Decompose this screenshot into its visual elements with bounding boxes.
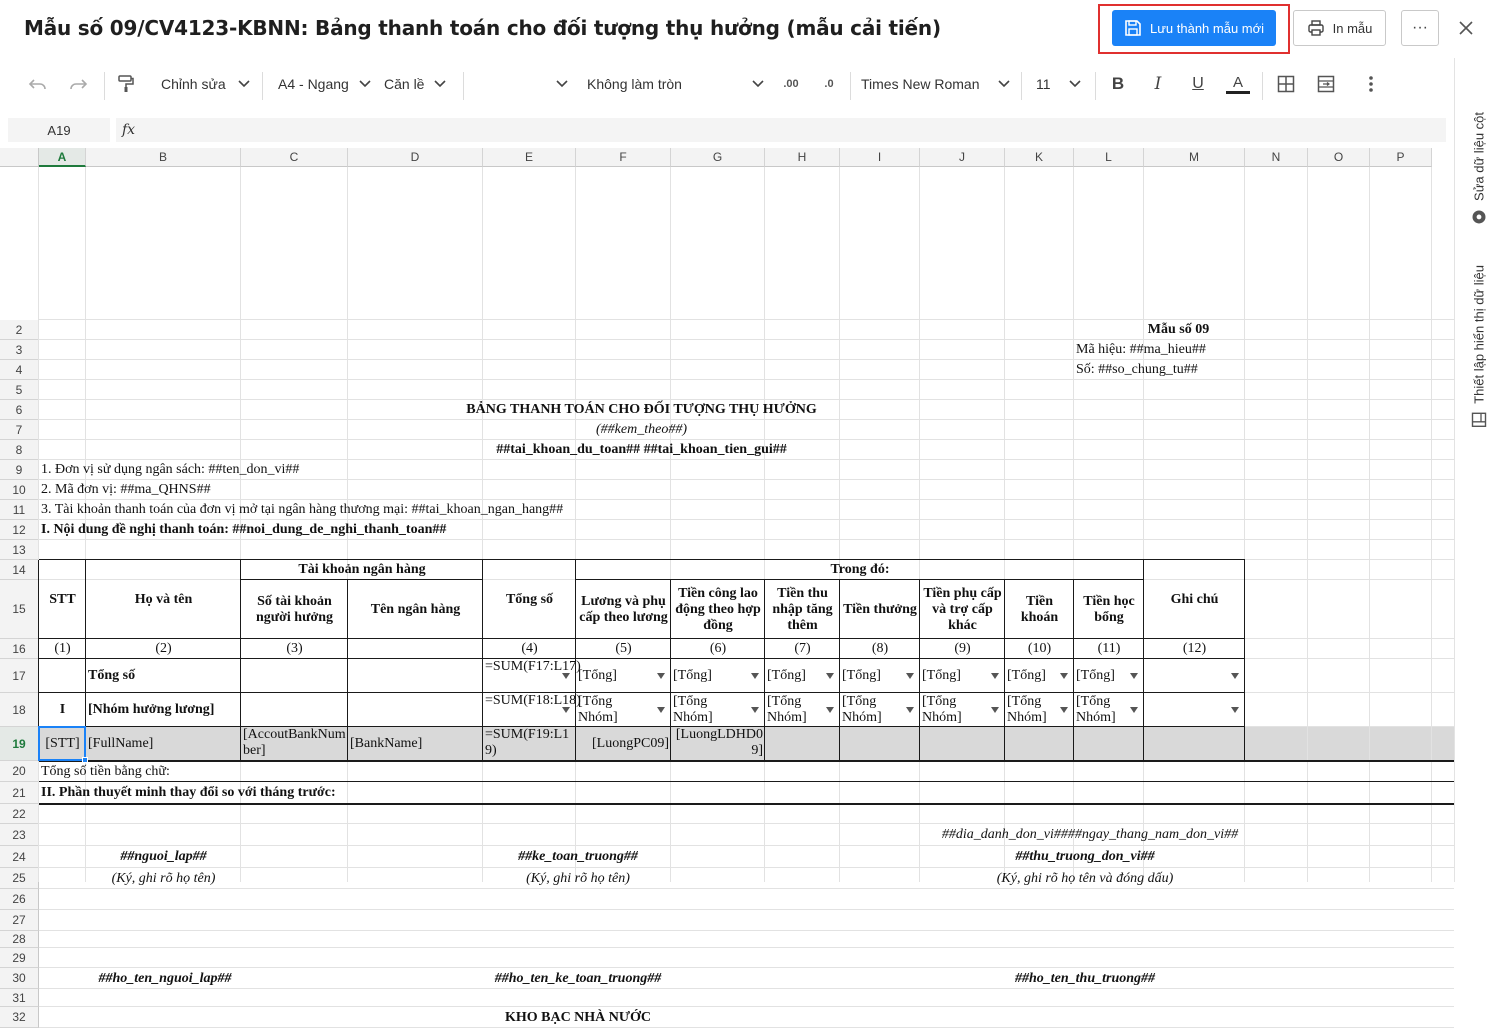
row-header-30[interactable]: 30 bbox=[0, 968, 39, 989]
group-value-cell[interactable]: [Tổng Nhóm] bbox=[922, 694, 962, 725]
form-number-cell[interactable]: Mẫu số 09 bbox=[1147, 322, 1210, 337]
paper-size-dropdown[interactable] bbox=[278, 58, 371, 110]
increase-decimal-icon[interactable]: .00 bbox=[783, 78, 799, 90]
dropdown-arrow-icon[interactable] bbox=[826, 707, 834, 713]
row-header-7[interactable]: 7 bbox=[0, 420, 39, 440]
table-settings-icon bbox=[1471, 411, 1487, 427]
row-header-26[interactable]: 26 bbox=[0, 889, 39, 910]
bank-account-line-cell[interactable]: 3. Tài khoản thanh toán của đơn vị mở tại ngân hàng thương mại: ##tai_khoan_ngan_hang## bbox=[41, 502, 564, 517]
group-value-cell[interactable]: [Tổng Nhóm] bbox=[842, 694, 882, 725]
merge-cells-icon[interactable] bbox=[1314, 72, 1338, 96]
total-label-cell[interactable]: Tổng số bbox=[88, 668, 136, 683]
grid-line bbox=[39, 888, 1454, 889]
dropdown-arrow-icon[interactable] bbox=[826, 673, 834, 679]
row-header-23[interactable]: 23 bbox=[0, 824, 39, 846]
title-bar bbox=[0, 0, 1502, 58]
header-extra-income-cell[interactable]: Tiền thu nhập tăng thêm bbox=[772, 585, 833, 633]
header-labor-cell[interactable]: Tiền công lao động theo hợp đồng bbox=[675, 585, 761, 633]
index-cell[interactable]: (2) bbox=[155, 641, 172, 656]
display-setup-label: Thiết lập hiển thị dữ liệu bbox=[1471, 264, 1487, 404]
header-among-cell[interactable]: Trong đó: bbox=[830, 562, 890, 577]
fx-icon: fx bbox=[122, 122, 136, 138]
row-header-18[interactable]: 18 bbox=[0, 693, 39, 727]
grid-line bbox=[39, 909, 1454, 910]
group-label-cell[interactable]: [Nhóm hưởng lương] bbox=[88, 702, 215, 717]
dropdown-arrow-icon[interactable] bbox=[562, 707, 570, 713]
column-header-i[interactable]: I bbox=[840, 148, 920, 167]
dropdown-arrow-icon[interactable] bbox=[1060, 673, 1068, 679]
chevron-down-icon bbox=[556, 80, 568, 88]
dropdown-arrow-icon[interactable] bbox=[751, 673, 759, 679]
grid-line bbox=[1431, 167, 1432, 882]
header-bonus-cell[interactable]: Tiền thưởng bbox=[843, 601, 917, 617]
column-header-o[interactable]: O bbox=[1308, 148, 1370, 167]
detail-bank-cell[interactable]: [BankName] bbox=[350, 736, 423, 751]
column-header-p[interactable]: P bbox=[1370, 148, 1432, 167]
row-header-9[interactable]: 9 bbox=[0, 460, 39, 480]
sign-note-chief-cell[interactable]: (Ký, ghi rõ họ tên) bbox=[526, 870, 630, 886]
grid-line bbox=[39, 1006, 1454, 1007]
row-header-21[interactable]: 21 bbox=[0, 782, 39, 804]
name-head-cell[interactable]: ##ho_ten_thu_truong## bbox=[1014, 970, 1156, 986]
row-header-15[interactable]: 15 bbox=[0, 580, 39, 639]
dropdown-arrow-icon[interactable] bbox=[657, 707, 665, 713]
formula-bar bbox=[0, 110, 1454, 148]
detail-name-cell[interactable]: [FullName] bbox=[88, 736, 154, 751]
display-setup-tab[interactable] bbox=[1455, 254, 1503, 438]
name-chief-accountant-cell[interactable]: ##ho_ten_ke_toan_truong## bbox=[494, 970, 662, 986]
dropdown-arrow-icon[interactable] bbox=[1231, 707, 1239, 713]
dropdown-arrow-icon[interactable] bbox=[991, 707, 999, 713]
column-header-c[interactable]: C bbox=[241, 148, 348, 167]
grid-line bbox=[39, 930, 1454, 931]
column-header-a[interactable]: A bbox=[39, 148, 86, 167]
chevron-down-icon bbox=[359, 80, 371, 88]
total-value-cell[interactable]: [Tổng] bbox=[1076, 668, 1115, 683]
group-value-cell[interactable]: [Tổng Nhóm] bbox=[673, 694, 713, 725]
row-header-19[interactable]: 19 bbox=[0, 727, 39, 761]
unit-line-cell[interactable]: 1. Đơn vị sử dụng ngân sách: ##ten_don_vi## bbox=[41, 462, 300, 477]
row-header-13[interactable]: 13 bbox=[0, 540, 39, 560]
grid-line bbox=[39, 947, 1454, 948]
dropdown-arrow-icon[interactable] bbox=[1130, 707, 1138, 713]
dropdown-arrow-icon[interactable] bbox=[562, 673, 570, 679]
group-formula-cell[interactable]: =SUM(F18:L18) bbox=[485, 693, 581, 708]
dropdown-arrow-icon[interactable] bbox=[751, 707, 759, 713]
toolbar-separator bbox=[1021, 72, 1022, 100]
font-family-label: Times New Roman bbox=[861, 76, 980, 92]
row-header-28[interactable]: 28 bbox=[0, 931, 39, 948]
row-header-22[interactable]: 22 bbox=[0, 804, 39, 824]
close-icon bbox=[1459, 21, 1473, 35]
row-header-17[interactable]: 17 bbox=[0, 659, 39, 693]
more-options-button[interactable] bbox=[1401, 10, 1439, 46]
index-cell[interactable]: (11) bbox=[1097, 641, 1121, 656]
row-header-12[interactable]: 12 bbox=[0, 520, 39, 540]
header-total-cell[interactable]: Tổng số bbox=[505, 591, 554, 607]
print-template-label: In mẫu bbox=[1332, 20, 1373, 36]
header-lump-cell[interactable]: Tiền khoán bbox=[1020, 593, 1059, 625]
dropdown-arrow-icon[interactable] bbox=[1130, 673, 1138, 679]
gear-icon bbox=[1471, 208, 1487, 224]
row-header-14[interactable]: 14 bbox=[0, 560, 39, 580]
group-stt-cell[interactable]: I bbox=[59, 702, 66, 717]
dropdown-arrow-icon[interactable] bbox=[1060, 707, 1068, 713]
dropdown-arrow-icon[interactable] bbox=[906, 707, 914, 713]
detail-account-cell[interactable]: [AccoutBankNumber] bbox=[243, 727, 346, 758]
grid-line bbox=[39, 867, 1454, 868]
save-icon bbox=[1124, 19, 1142, 37]
amount-in-words-cell[interactable]: Tổng số tiền bằng chữ: bbox=[41, 763, 170, 779]
column-header-m[interactable]: M bbox=[1144, 148, 1245, 167]
toolbar-separator bbox=[850, 72, 851, 100]
sign-chief-accountant-cell[interactable]: ##ke_toan_truong## bbox=[518, 849, 638, 864]
chevron-down-icon bbox=[238, 80, 250, 88]
row-header-8[interactable]: 8 bbox=[0, 440, 39, 460]
more-vertical-icon[interactable] bbox=[1359, 72, 1383, 96]
header-stt-cell[interactable]: STT bbox=[49, 591, 76, 607]
font-family-dropdown[interactable] bbox=[861, 58, 1010, 110]
group-value-cell[interactable]: [Tổng Nhóm] bbox=[578, 694, 618, 725]
group-value-cell[interactable]: [Tổng Nhóm] bbox=[1076, 694, 1116, 725]
toolbar-separator bbox=[1095, 72, 1096, 100]
index-cell[interactable]: (7) bbox=[794, 641, 811, 656]
toolbar-separator bbox=[104, 72, 105, 100]
place-date-cell[interactable]: ##dia_danh_don_vi####ngay_thang_nam_don_vi## bbox=[941, 827, 1239, 842]
detail-salary-cell[interactable]: [LuongPC09] bbox=[592, 736, 669, 751]
edit-mode-dropdown[interactable] bbox=[161, 58, 250, 110]
index-cell[interactable]: (1) bbox=[54, 641, 71, 656]
dialog-title: Mẫu số 09/CV4123-KBNN: Bảng thanh toán cho đối tượng thụ hưởng (mẫu cải tiến) bbox=[24, 16, 941, 40]
row-header-16[interactable]: 16 bbox=[0, 639, 39, 659]
column-header-e[interactable]: E bbox=[483, 148, 576, 167]
toolbar-separator bbox=[262, 72, 263, 100]
section-two-cell[interactable]: II. Phần thuyết minh thay đổi so với tháng trước: bbox=[41, 785, 336, 800]
index-cell[interactable]: (6) bbox=[709, 641, 727, 656]
sign-note-preparer-cell[interactable]: (Ký, ghi rõ họ tên) bbox=[111, 870, 216, 886]
row-header-20[interactable]: 20 bbox=[0, 761, 39, 782]
treasury-cell[interactable]: KHO BẠC NHÀ NƯỚC bbox=[504, 1009, 652, 1025]
printer-icon bbox=[1307, 19, 1325, 37]
detail-stt-cell[interactable]: [STT] bbox=[45, 736, 80, 751]
dropdown-arrow-icon[interactable] bbox=[991, 673, 999, 679]
rounding-label: Không làm tròn bbox=[587, 76, 682, 92]
font-color-icon[interactable]: A bbox=[1226, 74, 1250, 94]
font-size-dropdown[interactable] bbox=[1036, 58, 1081, 110]
side-panel bbox=[1454, 58, 1502, 882]
bold-icon[interactable]: B bbox=[1111, 74, 1125, 93]
index-cell[interactable]: (5) bbox=[615, 641, 632, 656]
toolbar-separator bbox=[463, 72, 464, 100]
row-header-5[interactable]: 5 bbox=[0, 380, 39, 400]
row-header-25[interactable]: 25 bbox=[0, 868, 39, 889]
detail-labor-cell[interactable]: [LuongLDHD09] bbox=[675, 727, 763, 758]
dropdown-arrow-icon[interactable] bbox=[657, 673, 665, 679]
accounts-cell[interactable]: ##tai_khoan_du_toan## ##tai_khoan_tien_gui## bbox=[496, 442, 787, 457]
underline-icon[interactable]: U bbox=[1192, 75, 1204, 92]
column-header-d[interactable]: D bbox=[348, 148, 483, 167]
save-as-new-template-button[interactable] bbox=[1112, 10, 1276, 46]
edit-column-data-label: Sửa dữ liệu cột bbox=[1471, 111, 1487, 201]
undo-icon[interactable] bbox=[26, 72, 50, 96]
row-header-32[interactable]: 32 bbox=[0, 1007, 39, 1028]
row-header-31[interactable]: 31 bbox=[0, 989, 39, 1007]
chevron-down-icon bbox=[752, 80, 764, 88]
column-header-g[interactable]: G bbox=[671, 148, 765, 167]
spreadsheet-grid[interactable] bbox=[0, 148, 1454, 1025]
total-value-cell[interactable]: [Tổng] bbox=[767, 668, 806, 683]
formula-input[interactable] bbox=[116, 118, 1446, 142]
column-header-k[interactable]: K bbox=[1005, 148, 1074, 167]
toolbar-separator bbox=[1262, 72, 1263, 100]
header-salary-cell[interactable]: Lương và phụ cấp theo lương bbox=[579, 593, 668, 625]
print-template-button[interactable] bbox=[1293, 10, 1386, 46]
rounding-dropdown[interactable] bbox=[587, 58, 764, 110]
save-as-new-template-label: Lưu thành mẫu mới bbox=[1149, 20, 1265, 36]
number-format-dropdown[interactable] bbox=[556, 58, 568, 110]
ellipsis-icon: ··· bbox=[1412, 19, 1428, 36]
chevron-down-icon bbox=[1069, 80, 1081, 88]
chevron-down-icon bbox=[434, 80, 446, 88]
sign-note-head-cell[interactable]: (Ký, ghi rõ họ tên và đóng dấu) bbox=[996, 870, 1174, 886]
borders-icon[interactable] bbox=[1274, 72, 1298, 96]
sign-preparer-cell[interactable]: ##nguoi_lap## bbox=[120, 849, 207, 864]
row-header-10[interactable]: 10 bbox=[0, 480, 39, 500]
index-cell[interactable]: (12) bbox=[1182, 641, 1207, 656]
dropdown-arrow-icon[interactable] bbox=[1231, 673, 1239, 679]
grid-line bbox=[1307, 167, 1308, 882]
format-painter-icon[interactable] bbox=[114, 72, 138, 96]
header-note-cell[interactable]: Ghi chú bbox=[1170, 591, 1219, 607]
font-size-label: 11 bbox=[1036, 76, 1051, 92]
unit-code-line-cell[interactable]: 2. Mã đơn vị: ##ma_QHNS## bbox=[41, 482, 211, 497]
sign-head-cell[interactable]: ##thu_truong_don_vi## bbox=[1015, 849, 1155, 864]
cell-reference-box[interactable]: A19 bbox=[8, 118, 110, 142]
edit-mode-label: Chỉnh sửa bbox=[161, 76, 226, 92]
index-cell[interactable]: (8) bbox=[871, 641, 889, 656]
total-value-cell[interactable]: [Tổng] bbox=[673, 668, 712, 683]
row-header-2[interactable]: 2 bbox=[0, 320, 39, 340]
total-formula-cell[interactable]: =SUM(F17:L17) bbox=[485, 659, 581, 674]
grid-line bbox=[1244, 167, 1245, 882]
italic-icon[interactable]: I bbox=[1154, 74, 1162, 94]
index-cell[interactable]: (4) bbox=[521, 641, 538, 656]
row-header-4[interactable]: 4 bbox=[0, 360, 39, 380]
column-header-l[interactable]: L bbox=[1074, 148, 1144, 167]
header-account-no-cell[interactable]: Số tài khoản người hưởng bbox=[255, 593, 334, 625]
row-header-29[interactable]: 29 bbox=[0, 948, 39, 968]
code-cell[interactable]: Mã hiệu: ##ma_hieu## bbox=[1076, 342, 1206, 357]
column-header-n[interactable]: N bbox=[1245, 148, 1308, 167]
decrease-decimal-icon[interactable]: .0 bbox=[824, 78, 834, 90]
index-cell[interactable]: (9) bbox=[954, 641, 971, 656]
total-value-cell[interactable]: [Tổng] bbox=[842, 668, 881, 683]
row-header-27[interactable]: 27 bbox=[0, 910, 39, 931]
group-value-cell[interactable]: [Tổng Nhóm] bbox=[767, 694, 807, 725]
main-title-cell[interactable]: BẢNG THANH TOÁN CHO ĐỐI TƯỢNG THỤ HƯỞNG bbox=[466, 402, 817, 417]
redo-icon[interactable] bbox=[66, 72, 90, 96]
chevron-down-icon bbox=[998, 80, 1010, 88]
header-bank-group-cell[interactable]: Tài khoản ngân hàng bbox=[298, 562, 426, 577]
row-header-24[interactable]: 24 bbox=[0, 846, 39, 868]
index-cell[interactable]: (3) bbox=[286, 641, 303, 656]
margin-dropdown[interactable] bbox=[384, 58, 446, 110]
dropdown-arrow-icon[interactable] bbox=[906, 673, 914, 679]
margin-label: Căn lề bbox=[384, 76, 425, 92]
format-toolbar bbox=[0, 58, 1454, 110]
group-value-cell[interactable]: [Tổng Nhóm] bbox=[1007, 694, 1047, 725]
name-preparer-cell[interactable]: ##ho_ten_nguoi_lap## bbox=[98, 970, 232, 986]
edit-column-data-tab[interactable] bbox=[1455, 88, 1503, 248]
total-value-cell[interactable]: [Tổng] bbox=[922, 668, 961, 683]
header-name-cell[interactable]: Họ và tên bbox=[134, 591, 193, 607]
header-scholarship-cell[interactable]: Tiền học bổng bbox=[1083, 593, 1135, 625]
index-cell[interactable] bbox=[348, 639, 483, 659]
voucher-cell[interactable]: Số: ##so_chung_tu## bbox=[1076, 362, 1198, 377]
header-bank-name-cell[interactable]: Tên ngân hàng bbox=[370, 601, 461, 617]
row-header-3[interactable]: 3 bbox=[0, 340, 39, 360]
column-header-b[interactable]: B bbox=[86, 148, 241, 167]
paper-size-label: A4 - Ngang bbox=[278, 76, 349, 92]
column-header-f[interactable]: F bbox=[576, 148, 671, 167]
row-header-11[interactable]: 11 bbox=[0, 500, 39, 520]
section-one-cell[interactable]: I. Nội dung đề nghị thanh toán: ##noi_dung_de_nghi_thanh_toan## bbox=[41, 522, 447, 537]
index-cell[interactable]: (10) bbox=[1027, 641, 1052, 656]
row-header-6[interactable]: 6 bbox=[0, 400, 39, 420]
header-other-allowance-cell[interactable]: Tiền phụ cấp và trợ cấp khác bbox=[923, 585, 1002, 633]
select-all-corner[interactable] bbox=[0, 148, 39, 167]
attached-cell[interactable]: (##kem_theo##) bbox=[596, 422, 687, 437]
close-button[interactable] bbox=[1452, 12, 1480, 44]
column-header-h[interactable]: H bbox=[765, 148, 840, 167]
grid-line bbox=[1369, 167, 1370, 882]
active-cell-selection bbox=[38, 726, 86, 761]
column-header-j[interactable]: J bbox=[920, 148, 1005, 167]
total-value-cell[interactable]: [Tổng] bbox=[1007, 668, 1046, 683]
total-value-cell[interactable]: [Tổng] bbox=[578, 668, 617, 683]
detail-formula-cell[interactable]: =SUM(F19:L19) bbox=[485, 727, 570, 758]
